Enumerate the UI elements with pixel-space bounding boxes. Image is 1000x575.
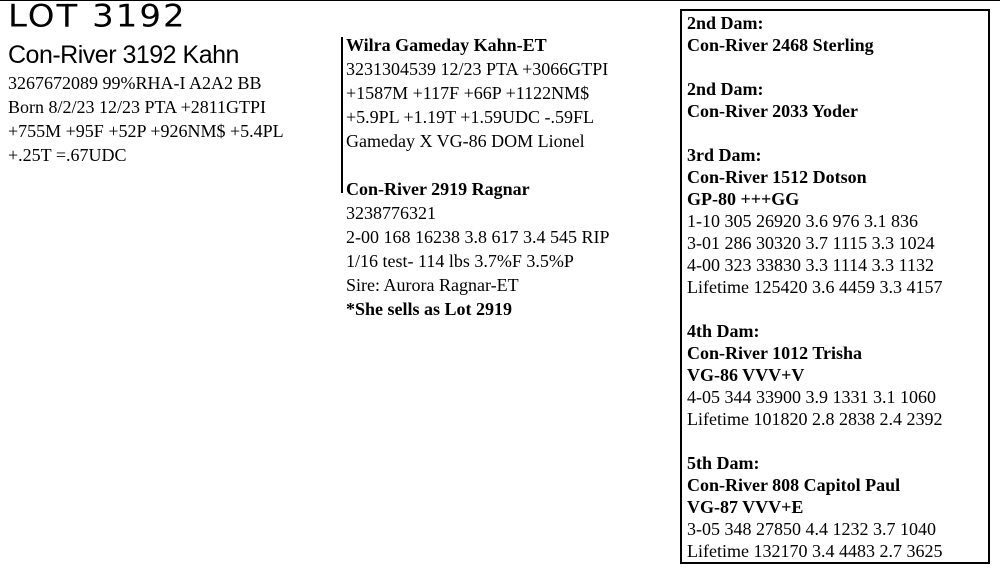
sire-info-line: +5.9PL +1.19T +1.59UDC -.59FL — [346, 107, 594, 127]
pedigree-record: 3-05 348 27850 4.4 1232 3.7 1040 — [687, 519, 936, 539]
pedigree-heading: 4th Dam: — [687, 321, 760, 341]
pedigree-classification: VG-86 VVV+V — [687, 365, 805, 385]
pedigree-record: 4-05 344 33900 3.9 1331 3.1 1060 — [687, 387, 936, 407]
pedigree-heading: 3rd Dam: — [687, 145, 762, 165]
pedigree-record: 4-00 323 33830 3.3 1114 3.3 1132 — [687, 255, 934, 275]
pedigree-dam-name: Con-River 1512 Dotson — [687, 167, 867, 187]
animal-info — [8, 71, 284, 167]
animal-name: Con-River 3192 Kahn — [8, 41, 239, 69]
pedigree-dam-name: Con-River 2468 Sterling — [687, 35, 874, 55]
animal-info-line: +.25T =.67UDC — [8, 145, 127, 165]
pedigree-heading: 2nd Dam: — [687, 13, 764, 33]
pedigree-record: 3-01 286 30320 3.7 1115 3.3 1024 — [687, 233, 935, 253]
sire-name: Wilra Gameday Kahn-ET — [346, 35, 547, 55]
pedigree-classification: GP-80 +++GG — [687, 189, 800, 209]
pedigree-box — [680, 9, 990, 564]
dam-info-line: 1/16 test- 114 lbs 3.7%F 3.5%P — [346, 251, 574, 271]
animal-info-line: +755M +95F +52P +926NM$ +5.4PL — [8, 121, 284, 141]
dam-name: Con-River 2919 Ragnar — [346, 179, 530, 199]
pedigree-heading: 2nd Dam: — [687, 79, 764, 99]
dam-info-line: 3238776321 — [346, 203, 436, 223]
sire-divider — [341, 37, 343, 193]
pedigree-classification: VG-87 VVV+E — [687, 497, 804, 517]
pedigree-record: Lifetime 125420 3.6 4459 3.3 4157 — [687, 277, 943, 297]
lot-number: LOT 3192 — [8, 0, 187, 35]
sire-info-line: +1587M +117F +66P +1122NM$ — [346, 83, 590, 103]
pedigree-dam-name: Con-River 808 Capitol Paul — [687, 475, 901, 495]
dam-info-line: Sire: Aurora Ragnar-ET — [346, 275, 519, 295]
sire-info-line: 3231304539 12/23 PTA +3066GTPI — [346, 59, 609, 79]
dam-sale-note: *She sells as Lot 2919 — [346, 299, 513, 319]
pedigree-record: Lifetime 132170 3.4 4483 2.7 3625 — [687, 541, 943, 561]
pedigree-record: Lifetime 101820 2.8 2838 2.4 2392 — [687, 409, 943, 429]
animal-info-line: 3267672089 99%RHA-I A2A2 BB — [8, 73, 262, 93]
animal-info-line: Born 8/2/23 12/23 PTA +2811GTPI — [8, 97, 267, 117]
dam-info-line: 2-00 168 16238 3.8 617 3.4 545 RIP — [346, 227, 610, 247]
sire-dam-column — [346, 33, 610, 321]
sire-info-line: Gameday X VG-86 DOM Lionel — [346, 131, 585, 151]
pedigree-dam-name: Con-River 2033 Yoder — [687, 101, 858, 121]
pedigree-dam-name: Con-River 1012 Trisha — [687, 343, 863, 363]
pedigree-record: 1-10 305 26920 3.6 976 3.1 836 — [687, 211, 918, 231]
pedigree-heading: 5th Dam: — [687, 453, 760, 473]
